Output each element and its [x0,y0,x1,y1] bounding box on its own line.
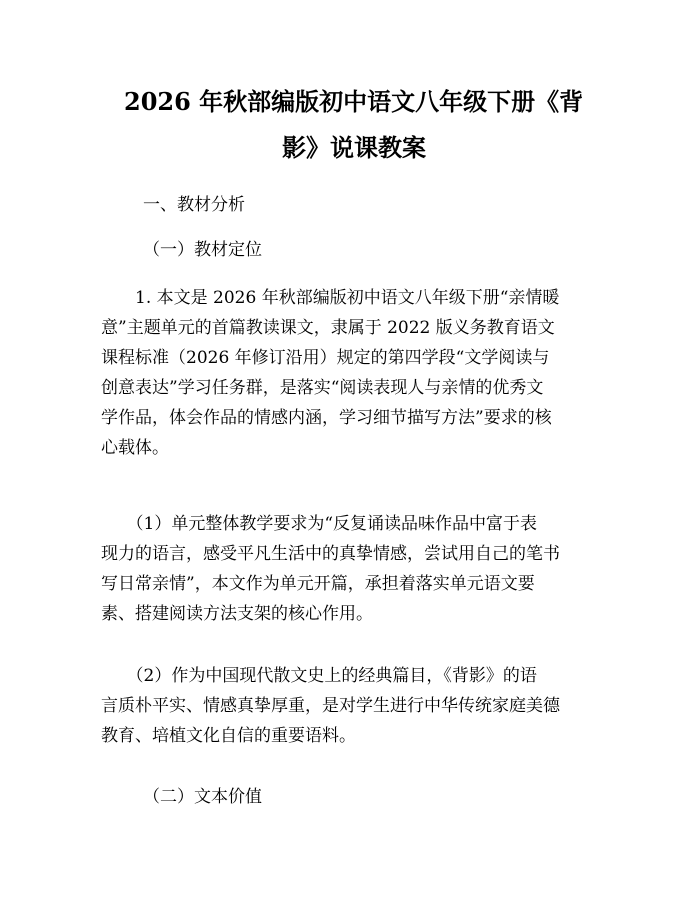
paragraph-line: 言质朴平实、情感真挚厚重，是对学生进行中华传统家庭美德 [101,696,560,716]
document-title-line-1: 2026 年秋部编版初中语文八年级下册《背 [124,87,584,116]
paragraph-line: 学作品，体会作品的情感内涵，学习细节描写方法”要求的核 [101,408,552,428]
paragraph-line: 教育、培植文化自信的重要语料。 [101,726,356,746]
subsection-heading-material-positioning: （一）教材定位 [143,240,262,260]
paragraph-line: 意”主题单元的首篇教读课文，隶属于 2022 版义务教育语文 [101,318,555,338]
section-heading-teaching-material-analysis: 一、教材分析 [143,195,245,215]
paragraph-line: 1. 本文是 2026 年秋部编版初中语文八年级下册“亲情暖 [101,288,560,308]
paragraph-line: 创意表达”学习任务群，是落实“阅读表现人与亲情的优秀文 [101,378,544,398]
paragraph-2 [101,509,601,629]
paragraph-line: 素、搭建阅读方法支架的核心作用。 [101,604,373,624]
paragraph-line: 写日常亲情”，本文作为单元开篇，承担着落实单元语文要 [101,574,535,594]
paragraph-3 [101,661,601,751]
paragraph-line: 课程标准（2026 年修订沿用）规定的第四学段“文学阅读与 [101,348,550,368]
paragraph-line: （1）单元整体教学要求为“反复诵读品味作品中富于表 [101,514,538,534]
paragraph-line: （2）作为中国现代散文史上的经典篇目，《背影》的语 [101,666,537,686]
document-title-line-2: 影》说课教案 [282,133,426,162]
paragraph-1 [101,283,601,463]
subsection-heading-text-value: （二）文本价值 [143,787,262,807]
paragraph-line: 现力的语言，感受平凡生活中的真挚情感，尝试用自己的笔书 [101,544,560,564]
paragraph-line: 心载体。 [101,438,169,458]
